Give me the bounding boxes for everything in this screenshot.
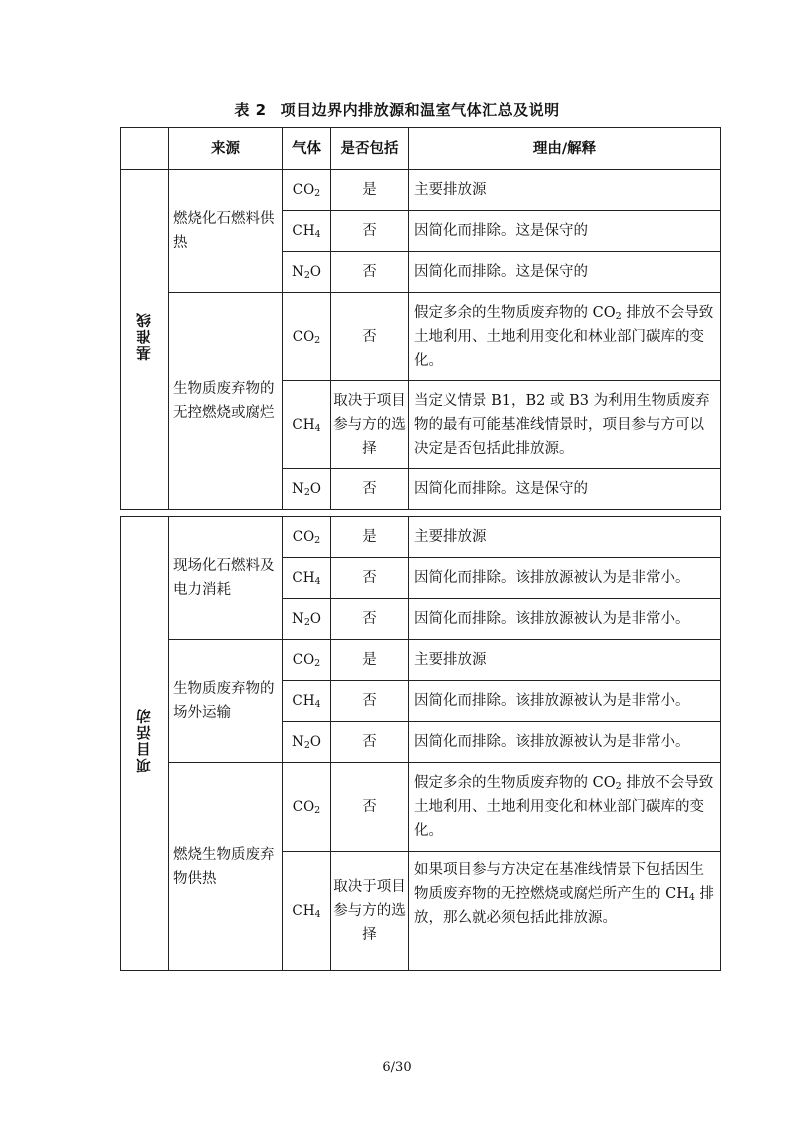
included-cell: 否 (331, 211, 409, 252)
page-number: 6/30 (382, 1060, 412, 1075)
emission-table-project (120, 516, 721, 971)
included-cell: 否 (331, 722, 409, 763)
reason-cell: 主要排放源 (409, 640, 721, 681)
table-number: 表 2 (234, 101, 267, 119)
included-cell: 是 (331, 640, 409, 681)
project-label-cell (121, 517, 169, 971)
reason-cell: 因简化而排除。这是保守的 (409, 469, 721, 510)
table-row (121, 293, 721, 381)
included-cell: 否 (331, 763, 409, 852)
gas-co2: $CO_2$ (283, 763, 331, 852)
reason-cell: 假定多余的生物质废弃物的 $CO_2$ 排放不会导致土地利用、土地利用变化和林业部门碳库的变化。 (409, 763, 721, 852)
header-gas: 气体 (283, 128, 331, 170)
header-included: 是否包括 (331, 128, 409, 170)
included-cell: 否 (331, 293, 409, 381)
header-source: 来源 (169, 128, 283, 170)
gas-ch4: $CH_4$ (283, 381, 331, 469)
reason-cell: 因简化而排除。该排放源被认为是非常小。 (409, 558, 721, 599)
gas-n2o: $N_2O$ (283, 252, 331, 293)
reason-cell: 主要排放源 (409, 517, 721, 558)
gas-n2o: $N_2O$ (283, 599, 331, 640)
reason-cell: 如果项目参与方决定在基准线情景下包括因生物质废弃物的无控燃烧或腐烂所产生的 $CH_4$ 排放，那么就必须包括此排放源。 (409, 852, 721, 971)
source-cell: 燃烧化石燃料供热 (169, 170, 283, 293)
reason-cell: 因简化而排除。该排放源被认为是非常小。 (409, 681, 721, 722)
table-row (121, 517, 721, 558)
reason-cell: 主要排放源 (409, 170, 721, 211)
gas-n2o: $N_2O$ (283, 722, 331, 763)
gas-n2o: $N_2O$ (283, 469, 331, 510)
gas-ch4: $CH_4$ (283, 211, 331, 252)
table-title: 项目边界内排放源和温室气体汇总及说明 (280, 101, 560, 119)
included-cell: 否 (331, 558, 409, 599)
gas-ch4: $CH_4$ (283, 852, 331, 971)
table-header-row (121, 128, 721, 170)
included-cell: 取决于项目参与方的选择 (331, 381, 409, 469)
gas-co2: $CO_2$ (283, 517, 331, 558)
included-cell: 否 (331, 599, 409, 640)
gas-co2: $CO_2$ (283, 640, 331, 681)
gas-co2: $CO_2$ (283, 293, 331, 381)
header-reason: 理由/解释 (409, 128, 721, 170)
project-label: 项目活动 (136, 706, 153, 773)
table-row (121, 170, 721, 211)
gas-ch4: $CH_4$ (283, 558, 331, 599)
reason-cell: 因简化而排除。这是保守的 (409, 211, 721, 252)
source-cell: 生物质废弃物的场外运输 (169, 640, 283, 763)
included-cell: 是 (331, 170, 409, 211)
table-row (121, 763, 721, 852)
baseline-label: 基准线 (136, 310, 153, 361)
source-cell: 生物质废弃物的无控燃烧或腐烂 (169, 293, 283, 510)
gas-co2: $CO_2$ (283, 170, 331, 211)
included-cell: 否 (331, 252, 409, 293)
reason-cell: 因简化而排除。这是保守的 (409, 252, 721, 293)
table-caption (0, 99, 794, 120)
source-cell: 燃烧生物质废弃物供热 (169, 763, 283, 971)
included-cell: 否 (331, 681, 409, 722)
reason-cell: 因简化而排除。该排放源被认为是非常小。 (409, 722, 721, 763)
header-blank (121, 128, 169, 170)
table-row (121, 640, 721, 681)
reason-cell: 当定义情景 B1，B2 或 B3 为利用生物质废弃物的最有可能基准线情景时，项目参与方可以决定是否包括此排放源。 (409, 381, 721, 469)
baseline-label-cell (121, 170, 169, 510)
gas-ch4: $CH_4$ (283, 681, 331, 722)
included-cell: 是 (331, 517, 409, 558)
included-cell: 否 (331, 469, 409, 510)
reason-cell: 假定多余的生物质废弃物的 $CO_2$ 排放不会导致土地利用、土地利用变化和林业部门碳库的变化。 (409, 293, 721, 381)
included-cell: 取决于项目参与方的选择 (331, 852, 409, 971)
reason-cell: 因简化而排除。该排放源被认为是非常小。 (409, 599, 721, 640)
source-cell: 现场化石燃料及电力消耗 (169, 517, 283, 640)
emission-table-baseline (120, 127, 721, 510)
